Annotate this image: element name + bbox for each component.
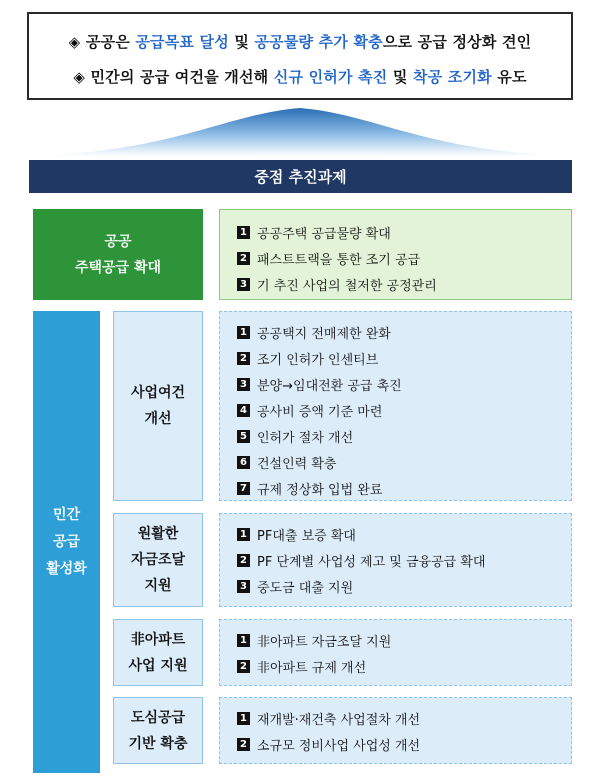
group-label-line: 개선 [144,411,172,427]
public-supply-label [33,209,203,300]
list-item [237,245,571,271]
public-label-line-2: 주택공급 확대 [74,259,162,276]
item-text: 공공주택 공급물량 확대 [257,226,391,242]
private-label-line-2: 공급 [52,533,81,550]
item-text: 非아파트 자금조달 지원 [257,634,392,650]
list-item [237,397,571,423]
summary-text: 으로 공급 정상화 견인 [382,33,532,51]
number-badge: 1 [237,634,250,647]
group-label-financing-support [113,513,203,607]
summary-text: 민간의 공급 여건을 개선해 [90,68,274,86]
group-label-line: 자금조달 [130,552,186,568]
group-items-business-conditions [219,311,572,501]
number-badge: 7 [237,482,250,495]
item-text: 인허가 절차 개선 [257,430,354,446]
upward-arrow-shape [25,104,575,156]
group-label-line: 원활한 [137,526,179,542]
public-items-box [219,209,572,300]
number-badge: 3 [237,378,250,391]
private-supply-label [33,311,100,773]
list-item [237,475,571,501]
highlight-text: 신규 인허가 촉진 [273,68,388,86]
number-badge: 1 [237,712,250,725]
group-label-line: 사업 지원 [128,657,188,674]
number-badge: 3 [237,278,250,291]
item-text: 공사비 증액 기준 마련 [257,404,383,420]
item-text: PF대출 보증 확대 [257,528,356,544]
summary-text: 유도 [491,68,527,86]
item-text: 건설인력 확충 [257,456,337,472]
group-items-financing-support [219,513,572,607]
highlight-text: 착공 조기화 [413,68,492,86]
list-item [237,731,571,757]
item-text: 조기 인허가 인센티브 [257,352,379,368]
list-item [237,547,571,573]
list-item [237,345,571,371]
group-items-urban-supply-base [219,697,572,764]
group-label-line: 도심공급 [130,709,186,726]
list-item [237,627,571,653]
item-text: 패스트트랙을 통한 조기 공급 [257,252,421,268]
bullet-icon: ◈ [68,33,86,51]
list-item [237,573,571,599]
list-item [237,705,571,731]
summary-line-1 [29,31,571,52]
number-badge: 1 [237,226,250,239]
summary-text: 공공은 [85,33,136,51]
list-item [237,423,571,449]
private-label-line-1: 민간 [52,506,81,523]
list-item [237,653,571,679]
group-label-urban-supply-base [113,697,203,764]
number-badge: 2 [237,352,250,365]
number-badge: 2 [237,252,250,265]
public-label-line-1: 공공 [104,233,132,250]
group-label-line: 사업여건 [130,385,186,401]
list-item [237,219,571,245]
item-text: 재개발·재건축 사업절차 개선 [257,712,421,728]
list-item [237,319,571,345]
number-badge: 5 [237,430,250,443]
item-text: 非아파트 규제 개선 [257,660,367,676]
item-text: PF 단계별 사업성 제고 및 금융공급 확대 [257,554,486,570]
number-badge: 2 [237,738,250,751]
section-title: 중점 추진과제 [254,168,347,186]
bullet-icon: ◈ [73,68,91,86]
group-label-line: 기반 확충 [128,735,188,752]
number-badge: 1 [237,326,250,339]
list-item [237,371,571,397]
group-label-line: 지원 [144,578,172,594]
section-title-bar [29,160,572,193]
summary-text: 및 [387,68,413,86]
number-badge: 6 [237,456,250,469]
summary-box [27,12,573,100]
group-label-non-apartment-support [113,619,203,686]
number-badge: 3 [237,580,250,593]
item-text: 중도금 대출 지원 [257,580,354,596]
group-label-line: 非아파트 [130,631,186,648]
summary-line-2 [29,66,571,87]
highlight-text: 공급목표 달성 [135,33,229,51]
summary-text: 및 [228,33,255,51]
item-text: 규제 정상화 입법 완료 [257,482,383,498]
group-items-non-apartment-support [219,619,572,686]
item-text: 공공택지 전매제한 완화 [257,326,391,342]
number-badge: 2 [237,660,250,673]
number-badge: 2 [237,554,250,567]
number-badge: 1 [237,528,250,541]
number-badge: 4 [237,404,250,417]
highlight-text: 공공물량 추가 확충 [254,33,383,51]
group-label-business-conditions [113,311,203,501]
item-text: 기 추진 사업의 철저한 공정관리 [257,278,437,294]
item-text: 소규모 정비사업 사업성 개선 [257,738,421,754]
list-item [237,271,571,297]
private-label-line-3: 활성화 [46,560,87,577]
list-item [237,521,571,547]
item-text: 분양→임대전환 공급 촉진 [257,378,402,394]
list-item [237,449,571,475]
